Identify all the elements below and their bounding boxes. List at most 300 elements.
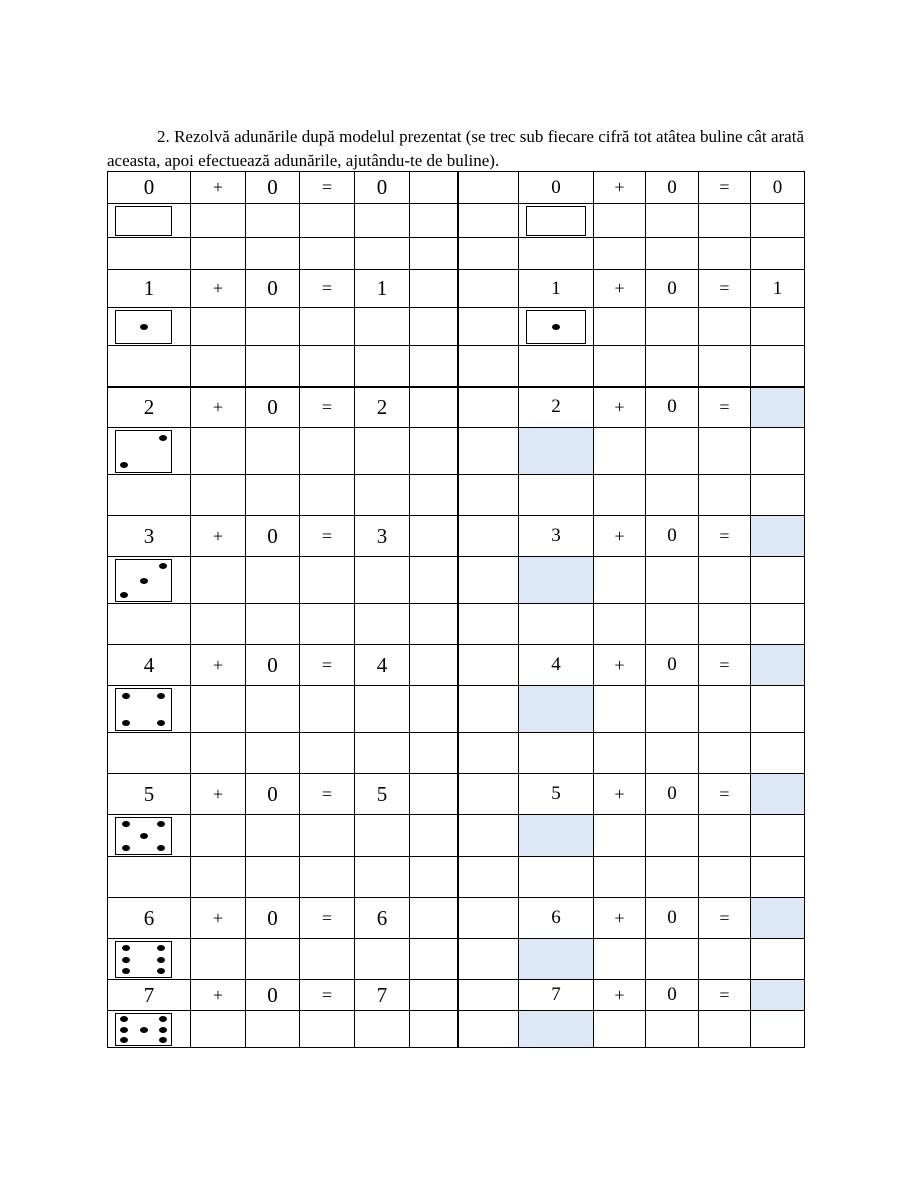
- empty-cell: [355, 1011, 410, 1048]
- right-result: 1: [751, 270, 805, 308]
- right-result-answer-box[interactable]: [751, 516, 805, 557]
- equals-sign: =: [300, 898, 355, 939]
- spacer-row: [108, 733, 805, 774]
- equals-sign: =: [300, 645, 355, 686]
- empty-cell: [300, 238, 355, 270]
- dot-box: [526, 206, 586, 236]
- empty-cell: [699, 686, 751, 733]
- dot: [122, 957, 130, 963]
- left-addend-a: 5: [108, 774, 191, 815]
- equation-row: [108, 774, 805, 815]
- empty-cell: [646, 428, 699, 475]
- left-addend-a: 1: [108, 270, 191, 308]
- empty-cell: [646, 204, 699, 238]
- dots-row: [108, 1011, 805, 1048]
- spacer-cell: [458, 898, 519, 939]
- empty-cell: [246, 939, 300, 980]
- left-dots-cell: [108, 557, 191, 604]
- equation-row: [108, 645, 805, 686]
- empty-cell: [458, 686, 519, 733]
- spacer-row: [108, 857, 805, 898]
- empty-cell: [699, 733, 751, 774]
- right-addend-b: 0: [646, 172, 699, 204]
- right-addend-b: 0: [646, 898, 699, 939]
- dot: [159, 1027, 167, 1033]
- equals-sign: =: [300, 774, 355, 815]
- right-addend-b: 0: [646, 774, 699, 815]
- empty-cell: [751, 815, 805, 857]
- dot: [122, 720, 130, 726]
- empty-cell: [355, 557, 410, 604]
- empty-cell: [646, 733, 699, 774]
- empty-cell: [191, 204, 246, 238]
- left-dots-cell: [108, 815, 191, 857]
- empty-cell: [519, 346, 594, 387]
- empty-cell: [458, 733, 519, 774]
- dot: [159, 435, 167, 441]
- empty-cell: [191, 686, 246, 733]
- plus-sign: +: [594, 898, 646, 939]
- empty-cell: [458, 815, 519, 857]
- plus-sign: +: [191, 898, 246, 939]
- empty-cell: [646, 686, 699, 733]
- empty-cell: [699, 346, 751, 387]
- empty-cell: [458, 428, 519, 475]
- plus-sign: +: [594, 774, 646, 815]
- empty-cell: [646, 939, 699, 980]
- empty-cell: [458, 857, 519, 898]
- dots-row: [108, 204, 805, 238]
- empty-cell: [594, 557, 646, 604]
- empty-cell: [355, 686, 410, 733]
- dot: [140, 578, 148, 584]
- left-dots-cell: [108, 204, 191, 238]
- empty-cell: [594, 475, 646, 516]
- left-addend-b: 0: [246, 980, 300, 1011]
- plus-sign: +: [191, 774, 246, 815]
- empty-cell: [355, 238, 410, 270]
- left-addend-b: 0: [246, 387, 300, 428]
- empty-cell: [300, 939, 355, 980]
- empty-cell: [410, 1011, 458, 1048]
- dot-box: [115, 206, 172, 236]
- left-dots-cell: [108, 308, 191, 346]
- right-dots-cell: [519, 204, 594, 238]
- right-addend-a: 4: [519, 645, 594, 686]
- empty-cell: [191, 475, 246, 516]
- empty-cell: [410, 815, 458, 857]
- empty-cell: [410, 604, 458, 645]
- dots-row: [108, 428, 805, 475]
- empty-cell: [355, 204, 410, 238]
- empty-cell: [751, 604, 805, 645]
- empty-cell: [300, 857, 355, 898]
- plus-sign: +: [191, 645, 246, 686]
- dot-box: [115, 430, 172, 473]
- left-result: 0: [355, 172, 410, 204]
- right-addend-b: 0: [646, 980, 699, 1011]
- empty-cell: [519, 733, 594, 774]
- empty-cell: [594, 308, 646, 346]
- empty-cell: [458, 204, 519, 238]
- empty-cell: [355, 346, 410, 387]
- spacer-cell: [410, 172, 458, 204]
- empty-cell: [519, 475, 594, 516]
- empty-cell: [646, 1011, 699, 1048]
- empty-cell: [458, 238, 519, 270]
- empty-cell: [699, 238, 751, 270]
- empty-cell: [519, 857, 594, 898]
- empty-cell: [594, 815, 646, 857]
- dot: [122, 945, 130, 951]
- dots-row: [108, 815, 805, 857]
- empty-cell: [646, 475, 699, 516]
- left-dots-cell: [108, 1011, 191, 1048]
- empty-cell: [355, 604, 410, 645]
- empty-cell: [458, 1011, 519, 1048]
- dot: [157, 720, 165, 726]
- empty-cell: [646, 346, 699, 387]
- empty-cell: [246, 204, 300, 238]
- right-dots-answer-box[interactable]: [519, 428, 594, 475]
- empty-cell: [751, 475, 805, 516]
- dot: [157, 945, 165, 951]
- empty-cell: [410, 857, 458, 898]
- empty-cell: [594, 346, 646, 387]
- dot: [122, 968, 130, 974]
- spacer-cell: [410, 645, 458, 686]
- empty-cell: [355, 308, 410, 346]
- empty-cell: [246, 475, 300, 516]
- empty-cell: [699, 939, 751, 980]
- equals-sign: =: [699, 898, 751, 939]
- equals-sign: =: [699, 645, 751, 686]
- plus-sign: +: [191, 387, 246, 428]
- dot: [140, 1027, 148, 1033]
- empty-cell: [519, 238, 594, 270]
- spacer-row: [108, 604, 805, 645]
- left-result: 3: [355, 516, 410, 557]
- right-dots-answer-box[interactable]: [519, 557, 594, 604]
- dot: [157, 693, 165, 699]
- equals-sign: =: [300, 387, 355, 428]
- empty-cell: [751, 939, 805, 980]
- empty-cell: [699, 815, 751, 857]
- empty-cell: [699, 475, 751, 516]
- empty-cell: [646, 604, 699, 645]
- empty-cell: [191, 604, 246, 645]
- equals-sign: =: [699, 774, 751, 815]
- empty-cell: [191, 857, 246, 898]
- dot: [159, 1016, 167, 1022]
- dot: [122, 845, 130, 851]
- plus-sign: +: [594, 516, 646, 557]
- empty-cell: [355, 428, 410, 475]
- spacer-cell: [410, 980, 458, 1011]
- dot: [120, 1016, 128, 1022]
- right-result-answer-box[interactable]: [751, 774, 805, 815]
- spacer-row: [108, 238, 805, 270]
- empty-cell: [458, 346, 519, 387]
- left-dots-cell: [108, 686, 191, 733]
- left-addend-b: 0: [246, 516, 300, 557]
- plus-sign: +: [594, 980, 646, 1011]
- right-addend-a: 2: [519, 387, 594, 428]
- dot-box: [115, 941, 172, 978]
- equals-sign: =: [300, 172, 355, 204]
- empty-cell: [458, 939, 519, 980]
- empty-cell: [594, 428, 646, 475]
- plus-sign: +: [594, 387, 646, 428]
- left-addend-b: 0: [246, 172, 300, 204]
- empty-cell: [751, 308, 805, 346]
- right-addend-b: 0: [646, 270, 699, 308]
- left-addend-b: 0: [246, 270, 300, 308]
- left-result: 5: [355, 774, 410, 815]
- empty-cell: [751, 686, 805, 733]
- dot-box: [115, 817, 172, 855]
- empty-cell: [594, 686, 646, 733]
- dot-box: [115, 688, 172, 731]
- empty-cell: [410, 308, 458, 346]
- empty-cell: [300, 308, 355, 346]
- dots-row: [108, 557, 805, 604]
- empty-cell: [246, 238, 300, 270]
- empty-cell: [246, 857, 300, 898]
- equals-sign: =: [300, 516, 355, 557]
- dot: [157, 845, 165, 851]
- right-addend-a: 5: [519, 774, 594, 815]
- empty-cell: [300, 475, 355, 516]
- right-addend-b: 0: [646, 645, 699, 686]
- empty-cell: [191, 346, 246, 387]
- spacer-cell: [458, 774, 519, 815]
- left-result: 2: [355, 387, 410, 428]
- spacer-cell: [410, 516, 458, 557]
- empty-cell: [410, 428, 458, 475]
- plus-sign: +: [594, 645, 646, 686]
- dot-box: [115, 559, 172, 602]
- right-addend-a: 6: [519, 898, 594, 939]
- left-result: 4: [355, 645, 410, 686]
- right-result-answer-box[interactable]: [751, 387, 805, 428]
- empty-cell: [191, 308, 246, 346]
- right-dots-answer-box[interactable]: [519, 939, 594, 980]
- left-addend-a: 4: [108, 645, 191, 686]
- dot: [159, 1037, 167, 1043]
- dot: [159, 563, 167, 569]
- right-result-answer-box[interactable]: [751, 898, 805, 939]
- right-addend-b: 0: [646, 387, 699, 428]
- empty-cell: [699, 308, 751, 346]
- right-result: 0: [751, 172, 805, 204]
- spacer-cell: [410, 270, 458, 308]
- right-addend-a: 7: [519, 980, 594, 1011]
- empty-cell: [246, 1011, 300, 1048]
- empty-cell: [355, 857, 410, 898]
- empty-cell: [300, 604, 355, 645]
- empty-cell: [410, 475, 458, 516]
- left-addend-b: 0: [246, 645, 300, 686]
- empty-cell: [594, 204, 646, 238]
- equals-sign: =: [300, 270, 355, 308]
- empty-cell: [699, 428, 751, 475]
- plus-sign: +: [191, 980, 246, 1011]
- empty-cell: [594, 939, 646, 980]
- empty-cell: [191, 939, 246, 980]
- equation-row: [108, 387, 805, 428]
- dot: [120, 1037, 128, 1043]
- empty-cell: [594, 604, 646, 645]
- empty-cell: [646, 308, 699, 346]
- right-addend-a: 3: [519, 516, 594, 557]
- empty-cell: [300, 204, 355, 238]
- right-result-answer-box[interactable]: [751, 645, 805, 686]
- spacer-row: [108, 346, 805, 387]
- dot: [140, 833, 148, 839]
- empty-cell: [246, 686, 300, 733]
- empty-cell: [108, 604, 191, 645]
- spacer-cell: [458, 172, 519, 204]
- spacer-cell: [458, 980, 519, 1011]
- spacer-cell: [410, 774, 458, 815]
- empty-cell: [458, 308, 519, 346]
- empty-cell: [751, 346, 805, 387]
- empty-cell: [699, 604, 751, 645]
- empty-cell: [300, 1011, 355, 1048]
- right-addend-a: 0: [519, 172, 594, 204]
- empty-cell: [355, 475, 410, 516]
- empty-cell: [458, 557, 519, 604]
- equation-row: [108, 516, 805, 557]
- empty-cell: [751, 1011, 805, 1048]
- equals-sign: =: [699, 516, 751, 557]
- right-dots-answer-box[interactable]: [519, 1011, 594, 1048]
- dot: [120, 592, 128, 598]
- empty-cell: [108, 857, 191, 898]
- dot: [157, 968, 165, 974]
- right-result-answer-box[interactable]: [751, 980, 805, 1011]
- dots-row: [108, 686, 805, 733]
- spacer-cell: [458, 645, 519, 686]
- empty-cell: [300, 686, 355, 733]
- empty-cell: [646, 557, 699, 604]
- equation-row: [108, 980, 805, 1011]
- empty-cell: [751, 428, 805, 475]
- empty-cell: [191, 557, 246, 604]
- dot-box: [115, 1013, 172, 1046]
- dot: [140, 324, 148, 330]
- addition-worksheet-table: [107, 171, 805, 1048]
- plus-sign: +: [594, 270, 646, 308]
- equation-row: [108, 898, 805, 939]
- empty-cell: [646, 857, 699, 898]
- empty-cell: [410, 346, 458, 387]
- equation-row: [108, 172, 805, 204]
- empty-cell: [246, 733, 300, 774]
- left-addend-a: 7: [108, 980, 191, 1011]
- empty-cell: [410, 939, 458, 980]
- empty-cell: [108, 238, 191, 270]
- empty-cell: [355, 733, 410, 774]
- empty-cell: [458, 604, 519, 645]
- plus-sign: +: [191, 516, 246, 557]
- plus-sign: +: [191, 270, 246, 308]
- equals-sign: =: [699, 172, 751, 204]
- spacer-cell: [458, 270, 519, 308]
- empty-cell: [246, 346, 300, 387]
- empty-cell: [246, 604, 300, 645]
- left-addend-b: 0: [246, 774, 300, 815]
- empty-cell: [410, 733, 458, 774]
- dots-row: [108, 308, 805, 346]
- left-addend-a: 6: [108, 898, 191, 939]
- dot: [122, 693, 130, 699]
- empty-cell: [699, 857, 751, 898]
- empty-cell: [108, 733, 191, 774]
- empty-cell: [458, 475, 519, 516]
- right-dots-answer-box[interactable]: [519, 686, 594, 733]
- empty-cell: [300, 733, 355, 774]
- empty-cell: [699, 557, 751, 604]
- right-dots-answer-box[interactable]: [519, 815, 594, 857]
- dot: [157, 957, 165, 963]
- spacer-cell: [458, 516, 519, 557]
- empty-cell: [751, 204, 805, 238]
- empty-cell: [246, 308, 300, 346]
- empty-cell: [410, 686, 458, 733]
- left-result: 1: [355, 270, 410, 308]
- left-addend-a: 2: [108, 387, 191, 428]
- dot: [120, 1027, 128, 1033]
- dot: [122, 821, 130, 827]
- plus-sign: +: [594, 172, 646, 204]
- empty-cell: [300, 428, 355, 475]
- empty-cell: [108, 346, 191, 387]
- empty-cell: [410, 204, 458, 238]
- empty-cell: [191, 815, 246, 857]
- spacer-cell: [410, 387, 458, 428]
- right-dots-cell: [519, 308, 594, 346]
- left-addend-a: 0: [108, 172, 191, 204]
- left-addend-a: 3: [108, 516, 191, 557]
- left-result: 7: [355, 980, 410, 1011]
- empty-cell: [751, 238, 805, 270]
- left-dots-cell: [108, 939, 191, 980]
- dots-row: [108, 939, 805, 980]
- empty-cell: [751, 557, 805, 604]
- empty-cell: [300, 346, 355, 387]
- equals-sign: =: [699, 980, 751, 1011]
- empty-cell: [594, 733, 646, 774]
- empty-cell: [355, 939, 410, 980]
- empty-cell: [108, 475, 191, 516]
- dot: [120, 462, 128, 468]
- right-addend-a: 1: [519, 270, 594, 308]
- exercise-instruction: 2. Rezolvă adunările după modelul prezentat (se trec sub fiecare cifră tot atâtea buline cât arată aceasta, apoi efectuează adunările, ajutându-te de buline).: [107, 127, 804, 170]
- spacer-cell: [458, 387, 519, 428]
- dot-box: [526, 310, 586, 344]
- empty-cell: [300, 815, 355, 857]
- empty-cell: [300, 557, 355, 604]
- equals-sign: =: [699, 387, 751, 428]
- empty-cell: [191, 1011, 246, 1048]
- right-addend-b: 0: [646, 516, 699, 557]
- empty-cell: [699, 1011, 751, 1048]
- equation-row: [108, 270, 805, 308]
- dot: [157, 821, 165, 827]
- empty-cell: [246, 815, 300, 857]
